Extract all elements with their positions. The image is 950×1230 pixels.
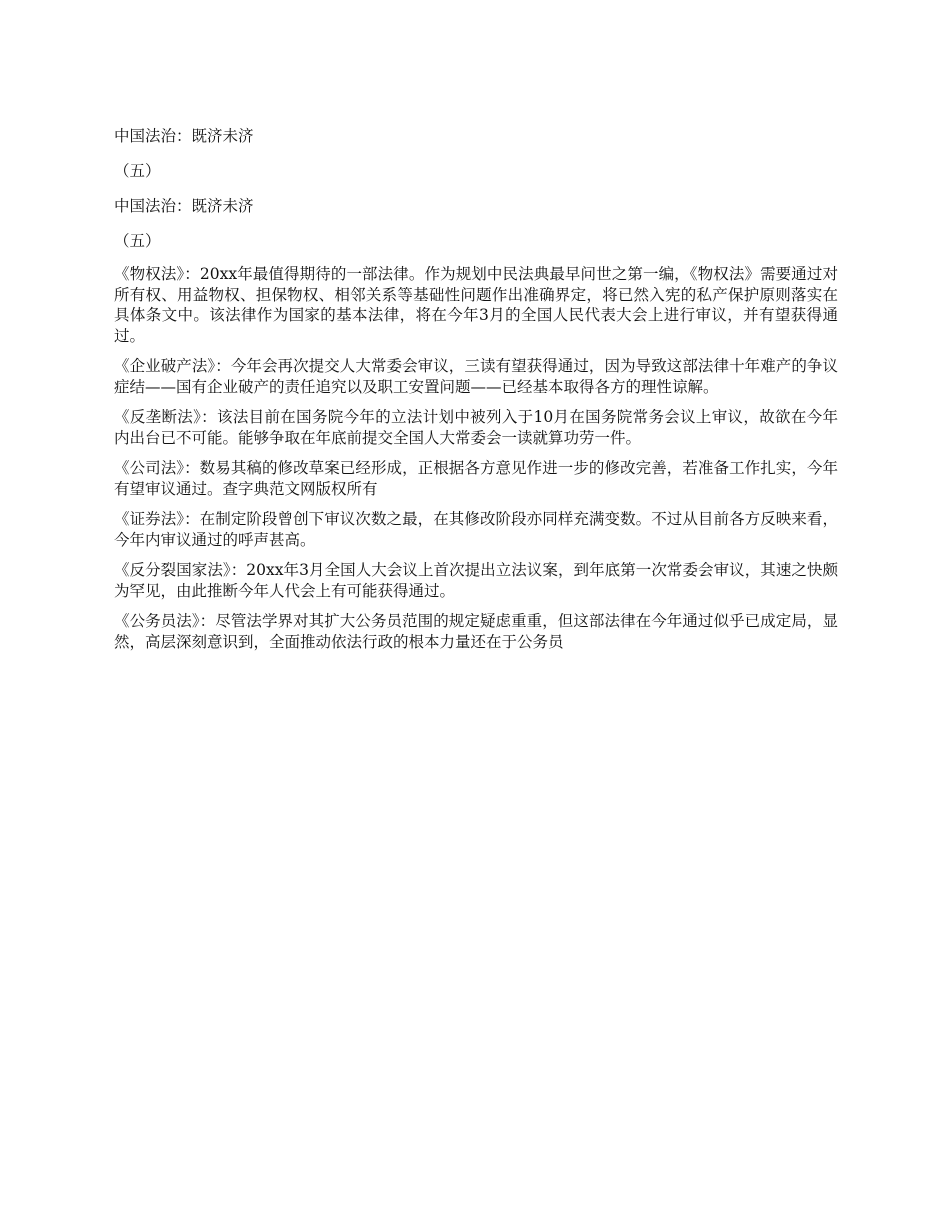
document-body [114, 124, 838, 662]
paragraph-company-law: 《公司法》：数易其稿的修改草案已经形成，正根据各方意见作进一步的修改完善，若准备工作扎实，今年有望审议通过。查字典范文网版权所有 [114, 459, 838, 498]
section-number: （五） [114, 162, 161, 180]
document-title-repeat: 中国法治：既济未济 [114, 197, 254, 215]
section-number-repeat: （五） [114, 232, 161, 250]
paragraph-antimonopoly-law: 《反垄断法》：该法目前在国务院今年的立法计划中被列入于10月在国务院常务会议上审议，故欲在今年内出台已不可能。能够争取在年底前提交全国人大常委会一读就算功劳一件。 [114, 408, 838, 447]
document-title: 中国法治：既济未济 [114, 127, 254, 145]
paragraph-property-law: 《物权法》：20xx年最值得期待的一部法律。作为规划中民法典最早问世之第一编，《物权法》需要通过对所有权、用益物权、担保物权、相邻关系等基础性问题作出准确界定，将已然入宪的私产保护原则落实在具体条文中。该法律作为国家的基本法律，将在今年3月的全国人民代表大会上进行审议，并有望获得通过。 [114, 265, 838, 345]
paragraph-anti-secession-law: 《反分裂国家法》：20xx年3月全国人大会议上首次提出立法议案，到年底第一次常委会审议，其速之快颇为罕见，由此推断今年人代会上有可能获得通过。 [114, 561, 838, 600]
paragraph-bankruptcy-law: 《企业破产法》：今年会再次提交人大常委会审议，三读有望获得通过，因为导致这部法律十年难产的争议症结——国有企业破产的责任追究以及职工安置问题——已经基本取得各方的理性谅解。 [114, 357, 838, 396]
paragraph-securities-law: 《证券法》：在制定阶段曾创下审议次数之最，在其修改阶段亦同样充满变数。不过从目前各方反映来看，今年内审议通过的呼声甚高。 [114, 510, 838, 549]
paragraph-civil-servant-law: 《公务员法》：尽管法学界对其扩大公务员范围的规定疑虑重重，但这部法律在今年通过似乎已成定局，显然，高层深刻意识到，全面推动依法行政的根本力量还在于公务员 [114, 612, 838, 651]
